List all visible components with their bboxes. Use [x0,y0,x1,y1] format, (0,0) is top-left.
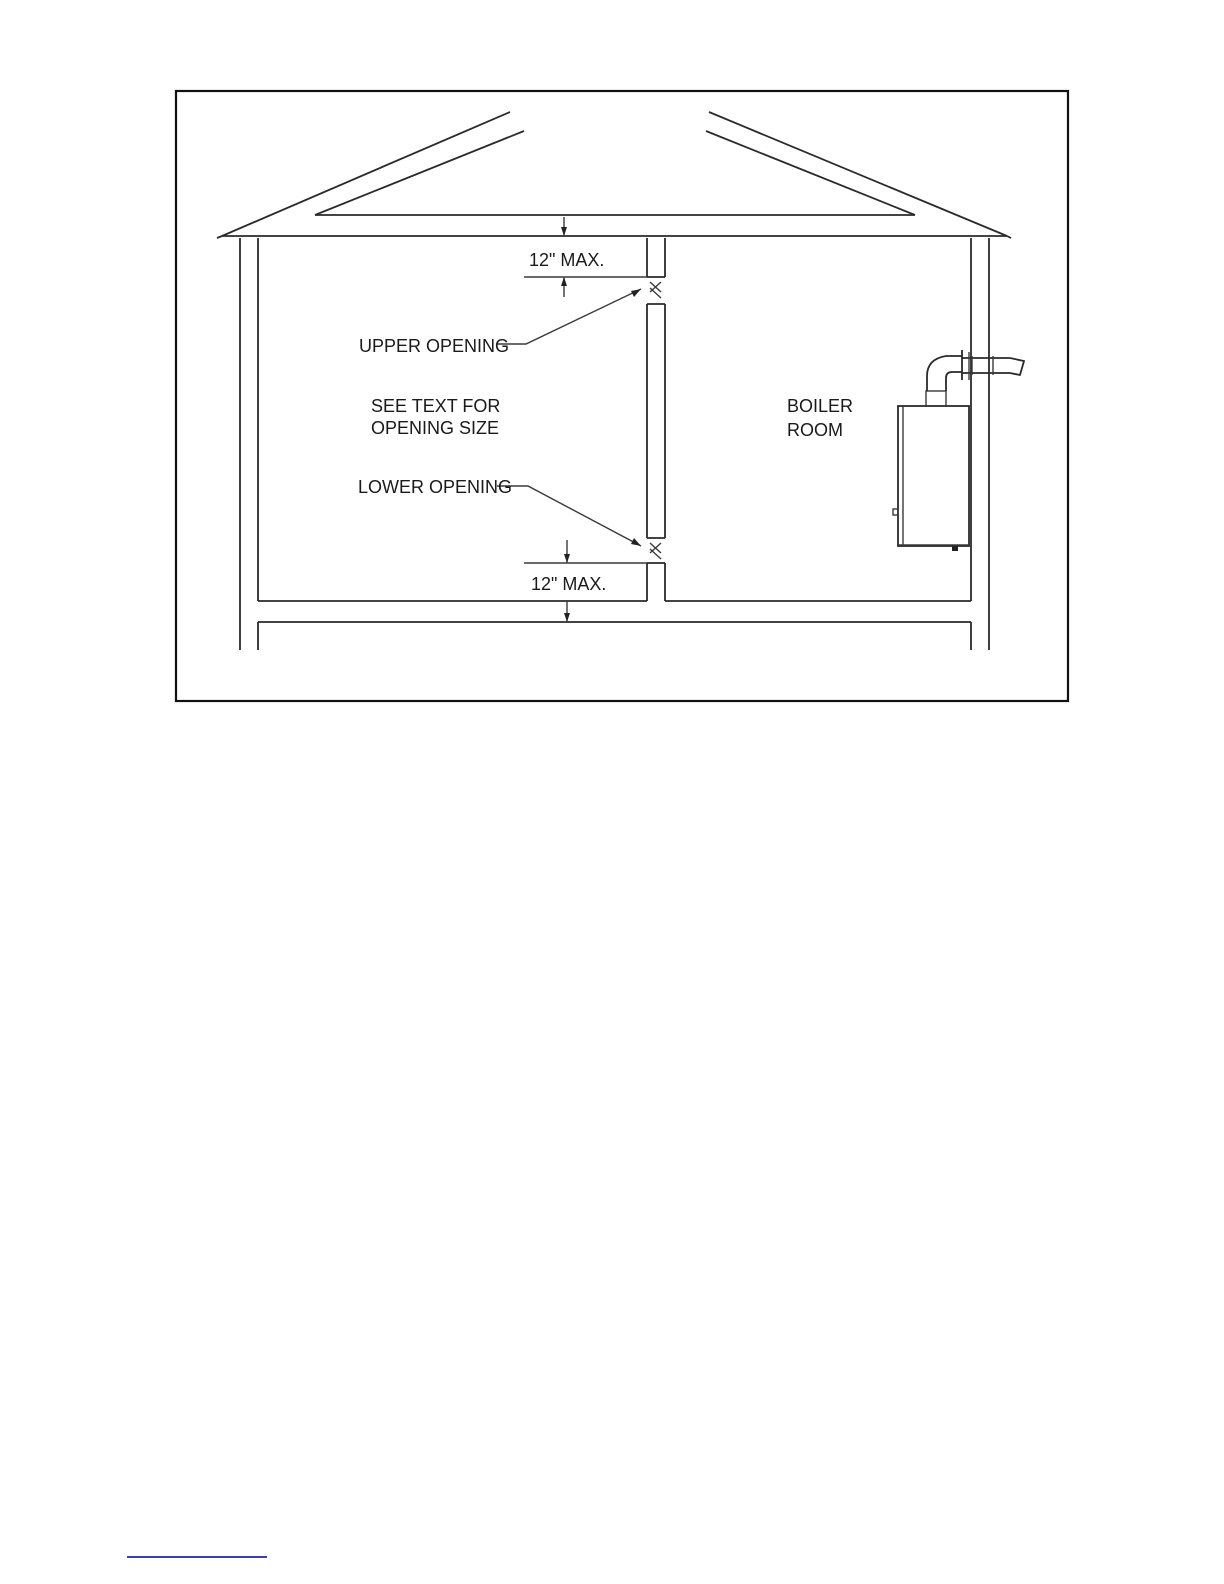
boiler-room-label-line1: BOILER [787,396,854,416]
boiler-room-label-line2: ROOM [787,420,843,440]
upper-opening-leader [497,289,641,344]
roof [217,112,1011,238]
lower-opening-label: LOWER OPENING [358,477,513,497]
see-text-label-line1: SEE TEXT FOR [371,396,501,416]
lower-opening-grille [650,543,661,559]
exterior-walls [240,238,989,650]
lower-opening-leader [497,486,641,546]
figure-frame [176,91,1068,701]
upper-clearance-label: 12" MAX. [529,250,605,270]
see-text-label-line2: OPENING SIZE [371,418,500,438]
partition-wall [647,238,665,601]
upper-opening-grille [650,282,661,298]
lower-clearance-label: 12" MAX. [531,574,607,594]
floor [258,601,971,650]
vent-pipe [927,350,1024,391]
boiler-unit [893,391,969,551]
upper-opening-label: UPPER OPENING [359,336,510,356]
footer-rule [127,1556,267,1558]
